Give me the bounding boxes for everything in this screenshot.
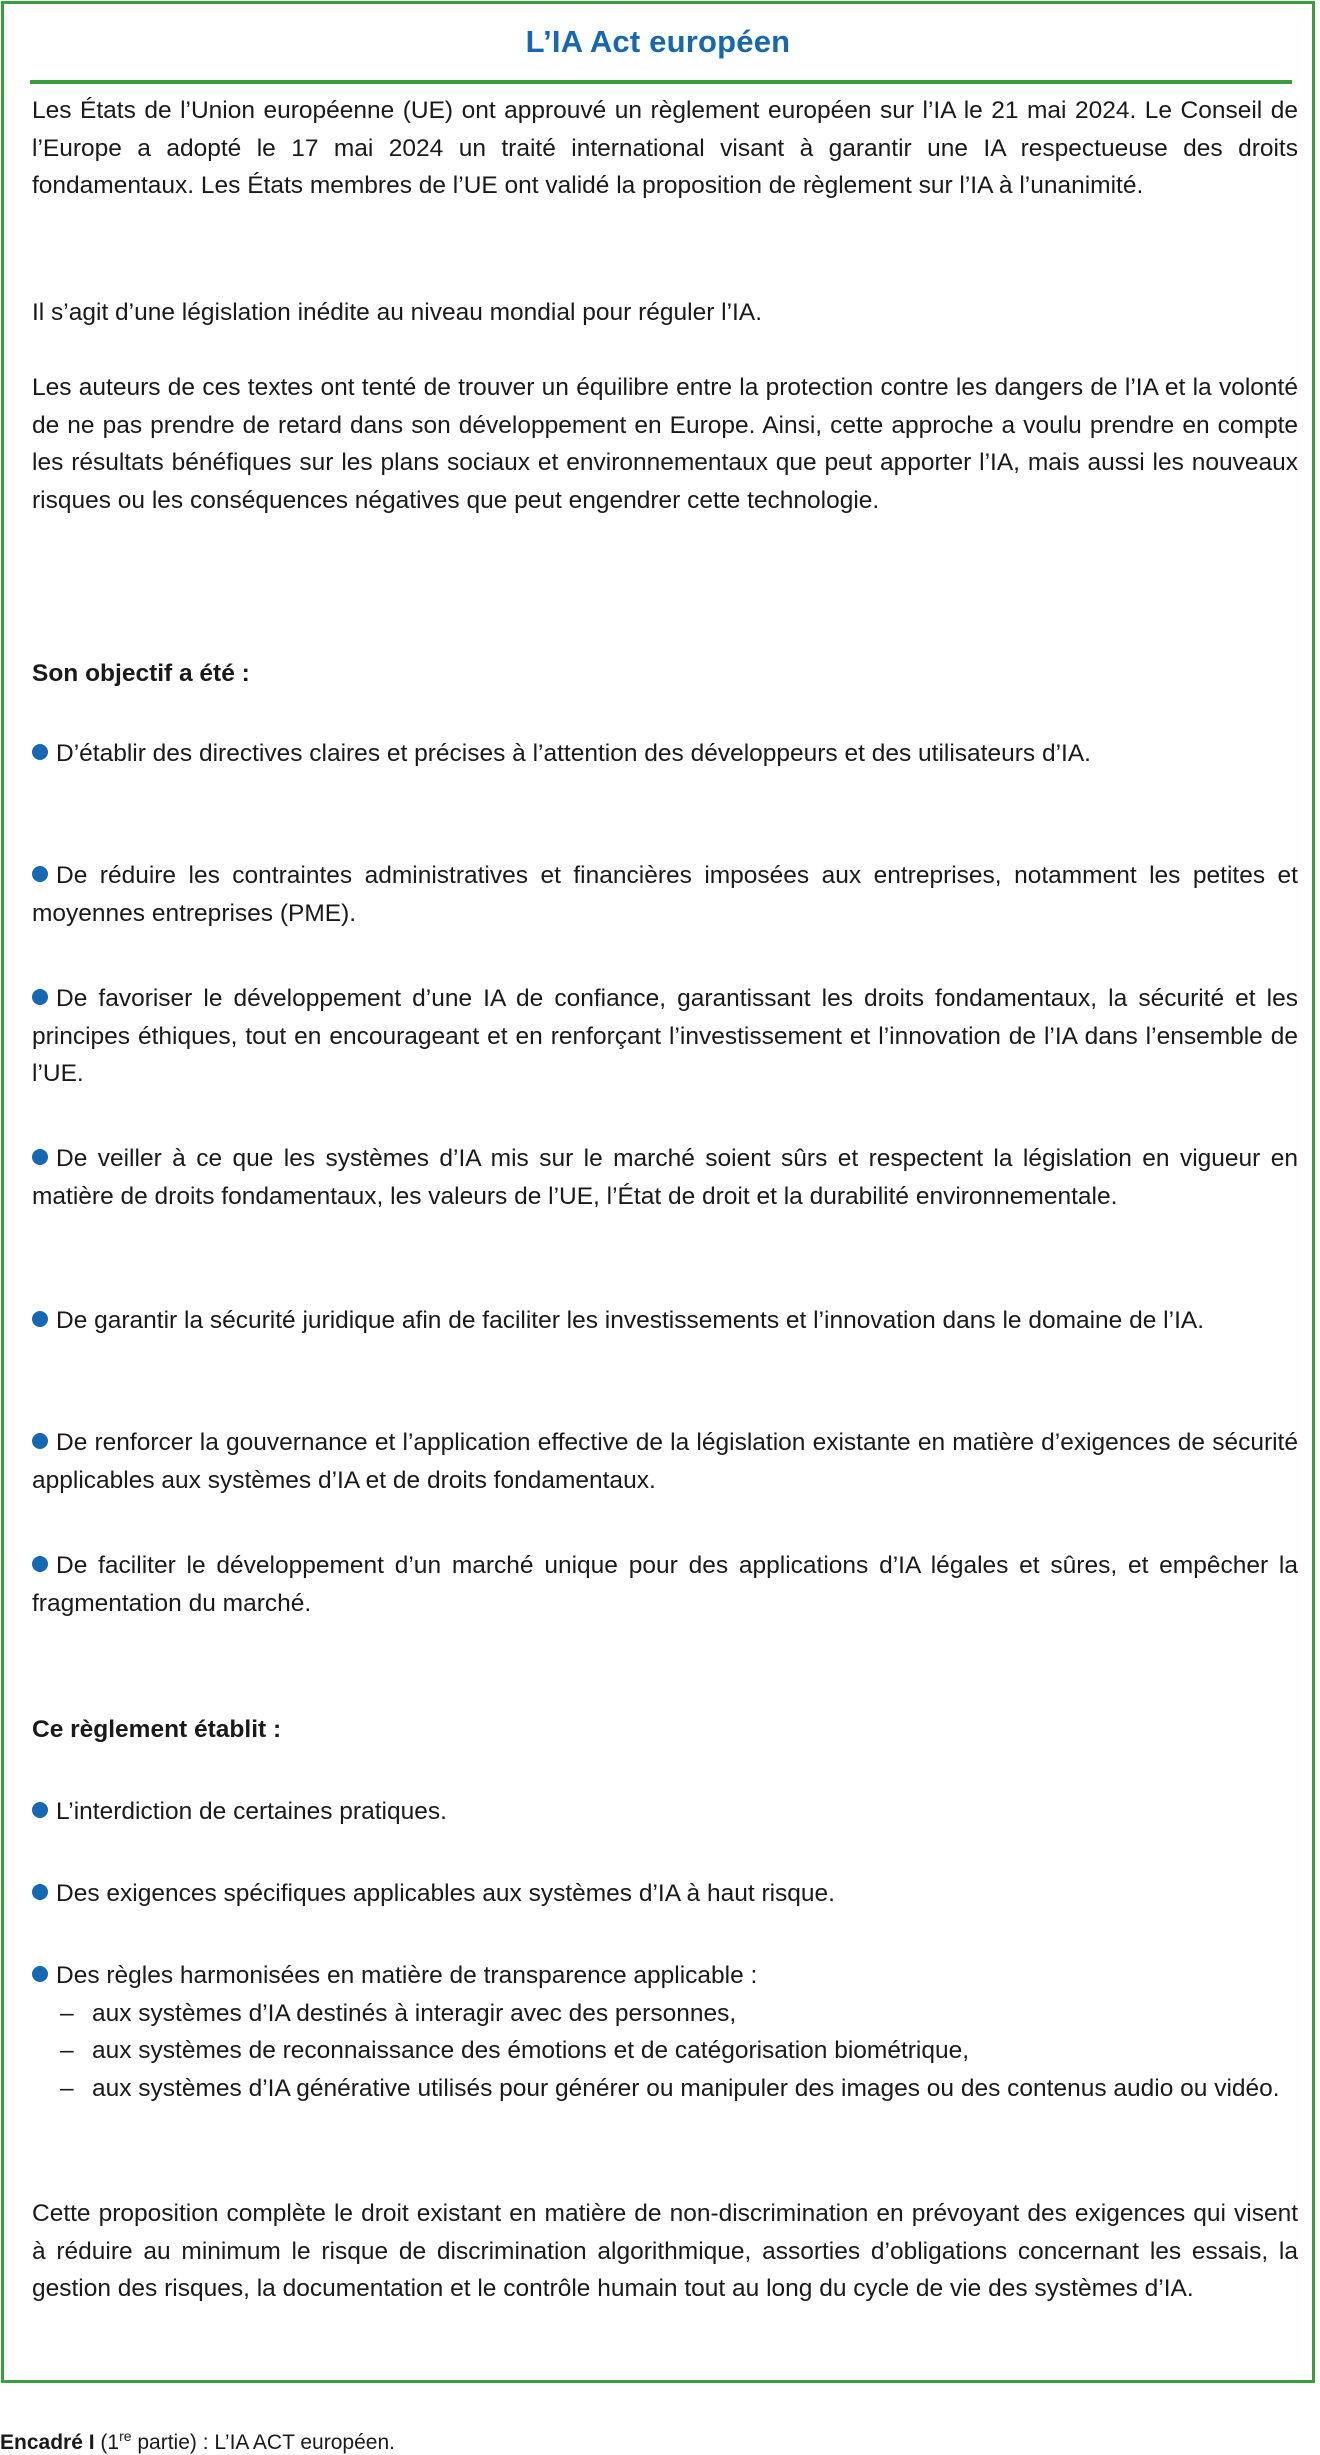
sub-item — [32, 2032, 1298, 2070]
objective-text: De favoriser le développement d’une IA de confiance, garantissant les droits fondamentaux, la sécurité et les principes éthiques, tout en encourageant et en renforçant l’investissement et l’innovation de l’IA dans l’ensemble de l’UE. — [32, 985, 1298, 1087]
conclusion-section — [32, 2195, 1298, 2308]
bullet-icon — [32, 1149, 48, 1165]
bullet-icon — [32, 989, 48, 1005]
conclusion-paragraph: Cette proposition complète le droit existant en matière de non-discrimination en prévoyant des exigences qui visent à réduire au minimum le risque de discrimination algorithmique, assorties d’obligations concernant les essais, la gestion des risques, la documentation et le contrôle humain tout au long du cycle de vie des systèmes d’IA. — [32, 2200, 1298, 2302]
regulation-item — [32, 1957, 1298, 2107]
objectives-heading-wrap — [32, 655, 1298, 693]
title-divider — [30, 80, 1292, 84]
intro-paragraph-2: Il s’agit d’une législation inédite au niveau mondial pour réguler l’IA. — [32, 299, 762, 326]
objective-text: De veiller à ce que les systèmes d’IA mis sur le marché soient sûrs et respectent la législation en vigueur en matière de droits fondamentaux, les valeurs de l’UE, l’État de droit et la durabilité environnementale. — [32, 1145, 1298, 1210]
objective-item — [32, 1140, 1298, 1215]
figure-caption — [0, 2428, 395, 2455]
bullet-icon — [32, 1966, 48, 1982]
intro-paragraph-3: Les auteurs de ces textes ont tenté de trouver un équilibre entre la protection contre les dangers de l’IA et la volonté de ne pas prendre de retard dans son développement en Europe. Ainsi, cette approche a voulu prendre en compte les résultats bénéfiques sur les plans sociaux et environnementaux que peut apporter l’IA, mais aussi les nouveaux risques ou les conséquences négatives que peut engendrer cette technologie. — [32, 374, 1298, 514]
dash-icon: – — [60, 2037, 74, 2064]
objective-item — [32, 1302, 1298, 1340]
objective-text: D’établir des directives claires et précises à l’attention des développeurs et des utilisateurs d’IA. — [56, 740, 1091, 767]
intro-paragraph-1: Les États de l’Union européenne (UE) ont approuvé un règlement européen sur l’IA le 21 mai 2024. Le Conseil de l’Europe a adopté le 17 mai 2024 un traité international visant à garantir une IA respectueuse des droits fondamentaux. Les États membres de l’UE ont validé la proposition de règlement sur l’IA à l’unanimité. — [32, 97, 1298, 199]
objective-item — [32, 1547, 1298, 1622]
sub-item-text: aux systèmes de reconnaissance des émotions et de catégorisation biométrique, — [92, 2037, 970, 2064]
regulation-text: Des règles harmonisées en matière de transparence applicable : — [56, 1962, 758, 1989]
regulation-text: Des exigences spécifiques applicables aux systèmes d’IA à haut risque. — [56, 1880, 835, 1907]
objective-text: De renforcer la gouvernance et l’application effective de la législation existante en matière d’exigences de sécurité applicables aux systèmes d’IA et de droits fondamentaux. — [32, 1429, 1298, 1494]
sub-item-text: aux systèmes d’IA destinés à interagir avec des personnes, — [92, 1999, 737, 2027]
bullet-icon — [32, 1556, 48, 1572]
caption-part-close: partie) : L’IA ACT européen. — [131, 2431, 395, 2454]
regulation-heading: Ce règlement établit : — [32, 1716, 282, 1743]
dash-icon: – — [60, 2074, 74, 2102]
intro-section — [32, 92, 1298, 205]
sub-item-text: aux systèmes d’IA générative utilisés pour générer ou manipuler des images ou des contenus audio ou vidéo. — [92, 2074, 1280, 2102]
objective-text: De réduire les contraintes administratives et financières imposées aux entreprises, notamment les petites et moyennes entreprises (PME). — [32, 862, 1298, 927]
caption-part-open: (1 — [94, 2431, 120, 2454]
objective-item — [32, 1424, 1298, 1499]
sub-item — [32, 2070, 1298, 2108]
info-box — [1, 1, 1315, 2383]
caption-superscript: re — [119, 2428, 132, 2444]
bullet-icon — [32, 866, 48, 882]
objective-text: De faciliter le développement d’un marché unique pour des applications d’IA légales et sûres, et empêcher la fragmentation du marché. — [32, 1552, 1298, 1617]
regulation-text: L’interdiction de certaines pratiques. — [56, 1798, 447, 1825]
objectives-heading: Son objectif a été : — [32, 660, 250, 687]
dash-icon: – — [60, 1999, 74, 2027]
objective-item — [32, 980, 1298, 1093]
bullet-icon — [32, 1311, 48, 1327]
bullet-icon — [32, 1802, 48, 1818]
regulation-item — [32, 1875, 1298, 1913]
intro-section-2 — [32, 294, 1298, 332]
bullet-icon — [32, 1884, 48, 1900]
bullet-icon — [32, 744, 48, 760]
regulation-item — [32, 1793, 1298, 1831]
bullet-icon — [32, 1433, 48, 1449]
sub-item — [32, 1995, 1298, 2033]
box-title: L’IA Act européen — [525, 24, 791, 59]
objective-item — [32, 735, 1298, 773]
objective-text: De garantir la sécurité juridique afin de faciliter les investissements et l’innovation dans le domaine de l’IA. — [56, 1307, 1205, 1334]
caption-label: Encadré I — [0, 2431, 95, 2454]
intro-section-3 — [32, 369, 1298, 519]
regulation-heading-wrap — [32, 1711, 1298, 1749]
objective-item — [32, 857, 1298, 932]
